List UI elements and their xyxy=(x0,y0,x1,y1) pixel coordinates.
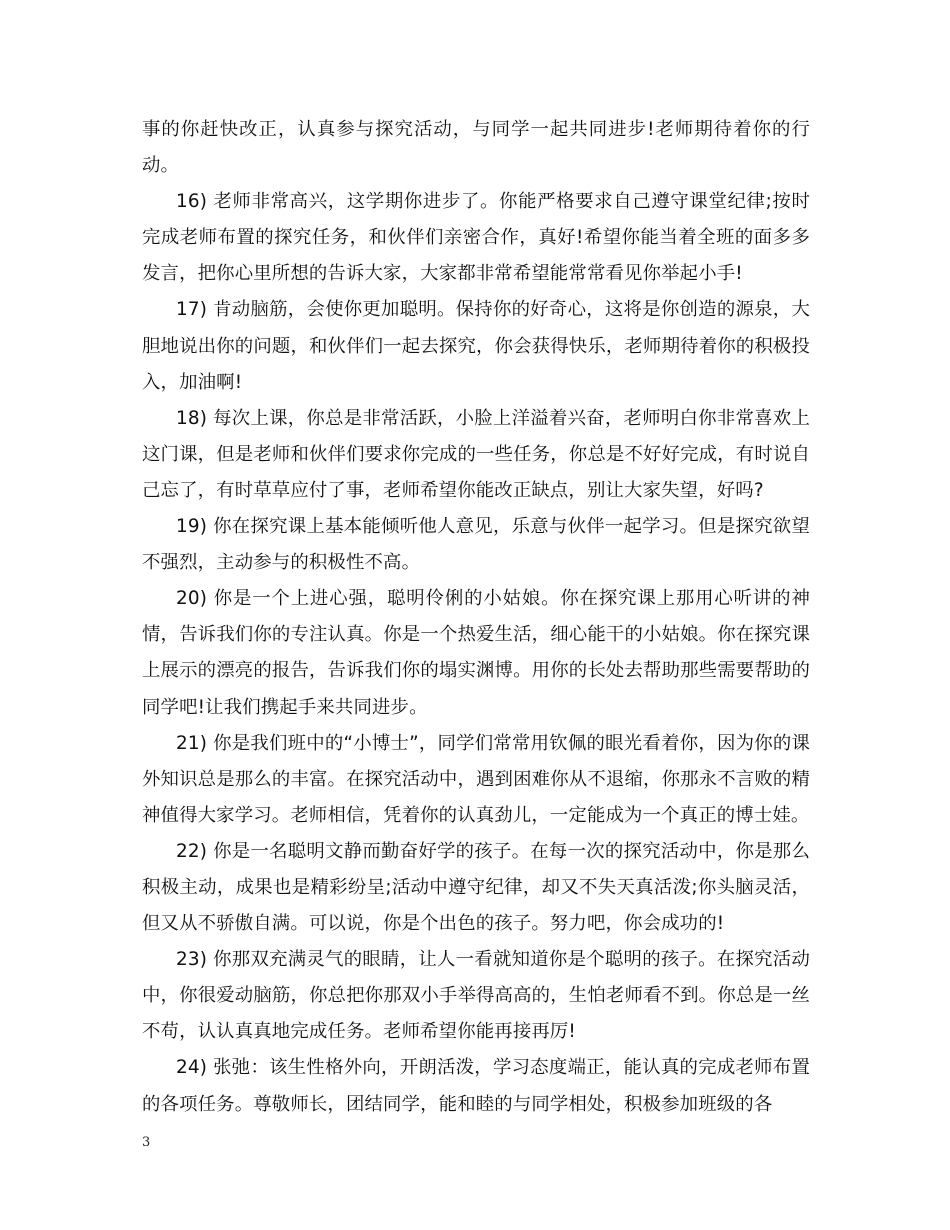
paragraph-23: 23) 你那双充满灵气的眼睛，让人一看就知道你是个聪明的孩子。在探究活动中，你很爱动脑筋，你总把你那双小手举得高高的，生怕老师看不到。你总是一丝不苟，认认真真地完成任务。老师希望你能再接再厉! xyxy=(142,949,810,1043)
paragraph-continuation: 事的你赶快改正，认真参与探究活动，与同学一起共同进步!老师期待着你的行动。 xyxy=(142,119,810,177)
paragraph-24: 24) 张弛：该生性格外向，开朗活泼，学习态度端正，能认真的完成老师布置的各项任务。尊敬师长，团结同学，能和睦的与同学相处，积极参加班级的各 xyxy=(142,1057,810,1115)
paragraph-17: 17) 肯动脑筋，会使你更加聪明。保持你的好奇心，这将是你创造的源泉，大胆地说出你的问题，和伙伴们一起去探究，你会获得快乐，老师期待着你的积极投入，加油啊! xyxy=(142,299,810,393)
paragraph-20: 20) 你是一个上进心强，聪明伶俐的小姑娘。你在探究课上那用心听讲的神情，告诉我们你的专注认真。你是一个热爱生活，细心能干的小姑娘。你在探究课上展示的漂亮的报告，告诉我们你的塌实渊博。用你的长处去帮助那些需要帮助的同学吧!让我们携起手来共同进步。 xyxy=(142,588,810,718)
document-body xyxy=(142,112,810,1123)
paragraph-18: 18) 每次上课，你总是非常活跃，小脸上洋溢着兴奋，老师明白你非常喜欢上这门课，但是老师和伙伴们要求你完成的一些任务，你总是不好好完成，有时说自己忘了，有时草草应付了事，老师希望你能改正缺点，别让大家失望，好吗? xyxy=(142,407,810,501)
paragraph-21: 21) 你是我们班中的“小博士”，同学们常常用钦佩的眼光看着你，因为你的课外知识总是那么的丰富。在探究活动中，遇到困难你从不退缩，你那永不言败的精神值得大家学习。老师相信，凭着你的认真劲儿，一定能成为一个真正的博士娃。 xyxy=(142,732,810,826)
paragraph-16: 16) 老师非常高兴，这学期你进步了。你能严格要求自己遵守课堂纪律;按时完成老师布置的探究任务，和伙伴们亲密合作，真好!希望你能当着全班的面多多发言，把你心里所想的告诉大家，大家都非常希望能常常看见你举起小手! xyxy=(142,191,810,285)
paragraph-22: 22) 你是一名聪明文静而勤奋好学的孩子。在每一次的探究活动中，你是那么积极主动，成果也是精彩纷呈;活动中遵守纪律，却又不失天真活泼;你头脑灵活，但又从不骄傲自满。可以说，你是个出色的孩子。努力吧，你会成功的! xyxy=(142,840,810,935)
paragraph-19: 19) 你在探究课上基本能倾听他人意见，乐意与伙伴一起学习。但是探究欲望不强烈，主动参与的积极性不高。 xyxy=(142,516,810,574)
page-number: 3 xyxy=(142,1135,151,1150)
